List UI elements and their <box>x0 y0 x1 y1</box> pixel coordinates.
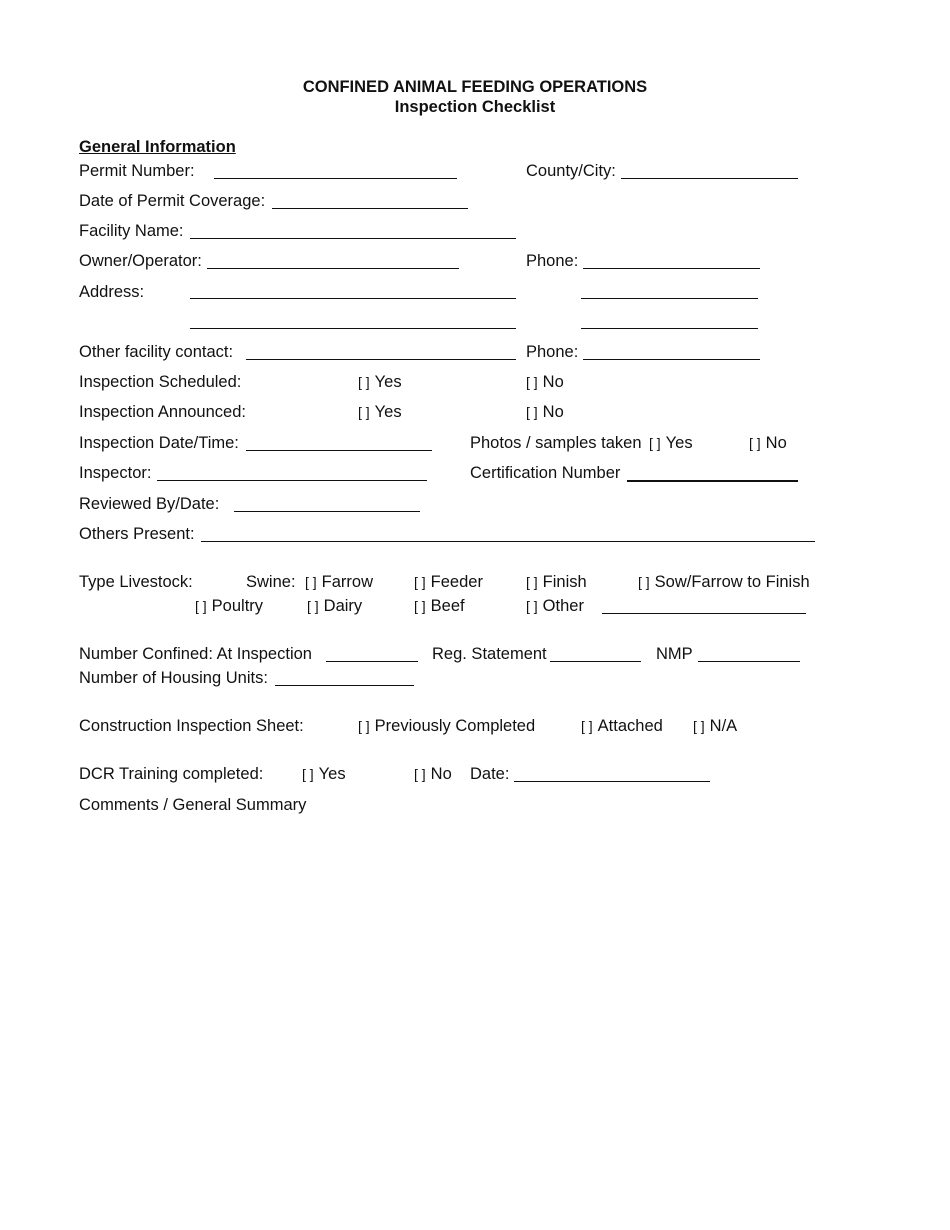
checkbox-mark: [ ] <box>195 598 207 614</box>
option-label: Attached <box>597 717 663 735</box>
dairy-checkbox[interactable] <box>307 596 362 616</box>
previously-completed-checkbox[interactable] <box>358 716 535 736</box>
dcr-yes-checkbox[interactable] <box>302 764 346 784</box>
type-livestock-label: Type Livestock: <box>79 573 193 591</box>
option-label: Beef <box>430 597 465 615</box>
checkbox-mark: [ ] <box>649 435 661 451</box>
date-coverage-field[interactable] <box>272 208 468 209</box>
checkbox-mark: [ ] <box>749 435 761 451</box>
checkbox-mark: [ ] <box>526 404 538 420</box>
checkbox-mark: [ ] <box>358 718 370 734</box>
permit-number-field[interactable] <box>214 178 457 179</box>
housing-units-label: Number of Housing Units: <box>79 669 268 687</box>
form-subtitle: Inspection Checklist <box>394 98 556 116</box>
date-coverage-label: Date of Permit Coverage: <box>79 192 266 210</box>
inspector-field[interactable] <box>157 480 427 481</box>
checkbox-mark: [ ] <box>638 574 650 590</box>
checkbox-mark: [ ] <box>305 574 317 590</box>
checkbox-mark: [ ] <box>526 598 538 614</box>
other-livestock-field[interactable] <box>602 613 806 614</box>
construction-sheet-label: Construction Inspection Sheet: <box>79 717 304 735</box>
nmp-field[interactable] <box>698 661 800 662</box>
option-label: No <box>542 373 564 391</box>
inspection-announced-label: Inspection Announced: <box>79 403 246 421</box>
option-label: Other <box>542 597 584 615</box>
checkbox-mark: [ ] <box>526 374 538 390</box>
photos-no-checkbox[interactable] <box>749 433 787 453</box>
others-present-field[interactable] <box>201 541 815 542</box>
dcr-date-label: Date: <box>470 765 510 783</box>
checkbox-mark: [ ] <box>581 718 593 734</box>
reviewed-by-field[interactable] <box>234 511 420 512</box>
checkbox-mark: [ ] <box>358 374 370 390</box>
address-line-1-field[interactable] <box>190 298 516 299</box>
option-label: Feeder <box>430 573 483 591</box>
nmp-label: NMP <box>656 645 693 663</box>
photos-samples-label: Photos / samples taken <box>470 434 642 452</box>
inspection-datetime-field[interactable] <box>246 450 432 451</box>
checkbox-mark: [ ] <box>307 598 319 614</box>
inspector-label: Inspector: <box>79 464 152 482</box>
announced-yes-checkbox[interactable] <box>358 402 402 422</box>
contact-phone-label: Phone: <box>526 343 579 361</box>
sow-farrow-finish-checkbox[interactable] <box>638 572 810 592</box>
option-label: N/A <box>709 717 738 735</box>
checkbox-mark: [ ] <box>302 766 314 782</box>
dcr-date-field[interactable] <box>514 781 710 782</box>
owner-phone-label: Phone: <box>526 252 579 270</box>
option-label: Dairy <box>323 597 363 615</box>
county-city-field[interactable] <box>621 178 798 179</box>
dcr-training-label: DCR Training completed: <box>79 765 264 783</box>
comments-label: Comments / General Summary <box>79 796 307 814</box>
poultry-checkbox[interactable] <box>195 596 263 616</box>
checkbox-mark: [ ] <box>358 404 370 420</box>
option-label: Previously Completed <box>374 717 536 735</box>
scheduled-yes-checkbox[interactable] <box>358 372 402 392</box>
address-extra-line-1-field[interactable] <box>581 298 758 299</box>
farrow-checkbox[interactable] <box>305 572 373 592</box>
photos-yes-checkbox[interactable] <box>649 433 693 453</box>
option-label: Yes <box>374 373 402 391</box>
checkbox-mark: [ ] <box>414 574 426 590</box>
at-inspection-field[interactable] <box>326 661 418 662</box>
attached-checkbox[interactable] <box>581 716 663 736</box>
reg-statement-field[interactable] <box>550 661 641 662</box>
option-label: Yes <box>318 765 346 783</box>
option-label: No <box>430 765 452 783</box>
option-label: Finish <box>542 573 587 591</box>
facility-name-field[interactable] <box>190 238 516 239</box>
option-label: Farrow <box>321 573 374 591</box>
feeder-checkbox[interactable] <box>414 572 483 592</box>
section-general-information: General Information <box>79 138 236 156</box>
checkbox-mark: [ ] <box>693 718 705 734</box>
address-extra-line-2-field[interactable] <box>581 328 758 329</box>
address-label: Address: <box>79 283 145 301</box>
inspection-scheduled-label: Inspection Scheduled: <box>79 373 242 391</box>
inspection-datetime-label: Inspection Date/Time: <box>79 434 239 452</box>
beef-checkbox[interactable] <box>414 596 465 616</box>
dcr-no-checkbox[interactable] <box>414 764 452 784</box>
option-label: Sow/Farrow to Finish <box>654 573 810 591</box>
address-line-2-field[interactable] <box>190 328 516 329</box>
certification-number-label: Certification Number <box>470 464 621 482</box>
checkbox-mark: [ ] <box>526 574 538 590</box>
finish-checkbox[interactable] <box>526 572 587 592</box>
owner-operator-label: Owner/Operator: <box>79 252 202 270</box>
option-label: No <box>542 403 564 421</box>
owner-phone-field[interactable] <box>583 268 760 269</box>
other-contact-field[interactable] <box>246 359 516 360</box>
others-present-label: Others Present: <box>79 525 195 543</box>
certification-number-field[interactable] <box>627 480 798 482</box>
contact-phone-field[interactable] <box>583 359 760 360</box>
option-label: Yes <box>374 403 402 421</box>
reviewed-by-label: Reviewed By/Date: <box>79 495 220 513</box>
checkbox-mark: [ ] <box>414 766 426 782</box>
option-label: Poultry <box>211 597 264 615</box>
county-city-label: County/City: <box>526 162 616 180</box>
other-contact-label: Other facility contact: <box>79 343 234 361</box>
scheduled-no-checkbox[interactable] <box>526 372 564 392</box>
option-label: No <box>765 434 787 452</box>
permit-number-label: Permit Number: <box>79 162 195 180</box>
announced-no-checkbox[interactable] <box>526 402 564 422</box>
na-checkbox[interactable] <box>693 716 737 736</box>
reg-statement-label: Reg. Statement <box>432 645 547 663</box>
comments-area[interactable] <box>79 820 816 1120</box>
form-title: CONFINED ANIMAL FEEDING OPERATIONS <box>302 78 648 96</box>
owner-operator-field[interactable] <box>207 268 459 269</box>
swine-label: Swine: <box>246 573 296 591</box>
facility-name-label: Facility Name: <box>79 222 184 240</box>
number-confined-label: Number Confined: At Inspection <box>79 645 312 663</box>
checkbox-mark: [ ] <box>414 598 426 614</box>
other-livestock-checkbox[interactable] <box>526 596 584 616</box>
option-label: Yes <box>665 434 693 452</box>
housing-units-field[interactable] <box>275 685 414 686</box>
